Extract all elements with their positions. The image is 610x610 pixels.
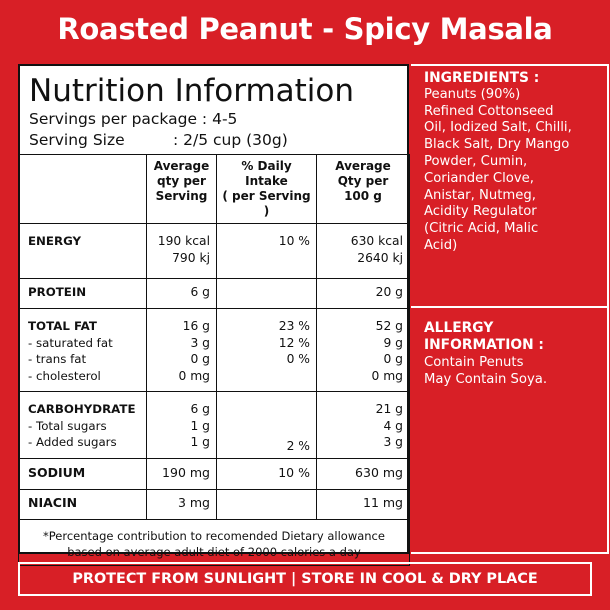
header-line: Qty per [337,174,389,188]
cell-value: 0 mg [371,368,403,383]
sodium-per100: 630 mg [317,459,410,490]
header-line: 100 g [344,189,382,203]
header-line: ( per Serving ) [222,189,311,218]
carb-per100 [317,392,410,459]
table-row [19,459,410,490]
ingredient-line: Powder, Cumin, [424,153,528,169]
nutrition-table [18,154,410,566]
ingredient-line: Coriander Clove, [424,170,534,186]
ingredients-panel [411,64,609,554]
table-row [19,392,410,459]
cell-value: 0 g [190,352,210,366]
cell-value: 52 g [375,319,403,333]
energy-per100 [317,224,410,279]
cell-value: 0 g [383,352,403,366]
product-title: Roasted Peanut - Spicy Masala [57,12,553,46]
spacer [222,418,310,435]
cell-value: 12 % [278,335,310,350]
carb-serving [147,392,217,459]
storage-instructions: PROTECT FROM SUNLIGHT | STORE IN COOL & DRY PLACE [18,562,592,596]
header-nutrient [19,155,147,224]
header-line: qty per [157,174,206,188]
row-label-fat [19,309,147,392]
fat-daily [217,309,317,392]
cell-value: 3 g [383,435,403,449]
carb-label: CARBOHYDRATE [28,402,136,416]
sub-label: - saturated fat [28,335,113,350]
table-row [19,224,410,279]
footnote-row [19,520,410,566]
protein-daily [217,279,317,309]
header-line: Serving [155,189,208,203]
niacin-daily [217,490,317,520]
ingredient-line: Black Salt, Dry Mango [424,137,570,153]
cell-value: 21 g [375,402,403,416]
servings-per-package: Servings per package : 4-5 [29,110,238,128]
table-row [19,490,410,520]
allergy-info [424,320,609,388]
cell-value: 4 g [383,418,403,433]
header-avg-100g [317,155,410,224]
cell-value: 3 g [190,335,210,350]
allergy-line: May Contain Soya. [424,372,548,387]
row-label-niacin: NIACIN [19,490,147,520]
ingredient-line: Oil, Iodized Salt, Chilli, [424,120,572,136]
cell-value: 190 kcal [157,234,210,248]
cell-value: 630 kcal [350,234,403,248]
niacin-per100: 11 mg [317,490,410,520]
table-row [19,279,410,309]
spacer [222,401,310,418]
side-divider [411,306,607,308]
ingredient-line: Anistar, Nutmeg, [424,187,536,203]
nutrition-title: Nutrition Information [29,73,355,109]
protein-per100: 20 g [317,279,410,309]
fat-per100 [317,309,410,392]
cell-value: 6 g [190,402,210,416]
energy-daily: 10 % [217,224,317,279]
fat-label: TOTAL FAT [28,319,97,333]
footnote-line: *Percentage contribution to recomended Dietary allowance [43,529,385,543]
header-line: Average [335,159,391,173]
protein-serving: 6 g [147,279,217,309]
cell-value: 1 g [190,435,210,449]
table-header-row [19,155,410,224]
cell-value: 1 g [190,418,210,433]
sub-label: - Total sugars [28,418,107,433]
cell-value: 23 % [278,319,310,333]
serving-size [29,131,288,149]
row-label-energy: ENERGY [19,224,147,279]
serving-size-label: Serving Size [29,131,125,149]
footnote [19,520,410,566]
cell-value: 9 g [383,335,403,350]
allergy-heading: INFORMATION : [424,337,544,353]
header-daily-intake [217,155,317,224]
ingredient-line: (Citric Acid, Malic [424,221,539,237]
fat-serving [147,309,217,392]
energy-serving [147,224,217,279]
row-label-carb [19,392,147,459]
header-avg-serving [147,155,217,224]
row-label-sodium: SODIUM [19,459,147,490]
ingredient-line: Acid) [424,237,458,253]
sodium-daily: 10 % [217,459,317,490]
allergy-line: Contain Penuts [424,355,524,370]
sub-label: - trans fat [28,352,87,366]
ingredient-line: Refined Cottonseed [424,103,554,119]
allergy-heading: ALLERGY [424,320,494,336]
ingredient-line: Acidity Regulator [424,204,537,220]
cell-value: 0 % [286,352,310,366]
table-row [19,309,410,392]
footnote-line: based on average adult diet of 2000 calories a day [67,545,361,559]
row-label-protein: PROTEIN [19,279,147,309]
ingredients-heading: INGREDIENTS : [424,70,540,86]
cell-value: 2640 kj [357,250,403,265]
header-line: % Daily [241,159,292,173]
sodium-serving: 190 mg [147,459,217,490]
ingredients [424,70,609,255]
header-line: Average [153,159,210,173]
cell-value: 0 mg [178,368,210,383]
nutrition-panel [18,64,409,559]
cell-value: 2 % [286,439,310,453]
header-line: Intake [245,174,288,188]
cell-value: 16 g [182,319,210,333]
carb-daily [217,392,317,459]
niacin-serving: 3 mg [147,490,217,520]
cell-value: 790 kj [172,250,210,265]
ingredient-line: Peanuts (90%) [424,86,521,102]
serving-size-value: : 2/5 cup (30g) [173,131,288,149]
sub-label: - Added sugars [28,435,117,449]
sub-label: - cholesterol [28,368,101,383]
